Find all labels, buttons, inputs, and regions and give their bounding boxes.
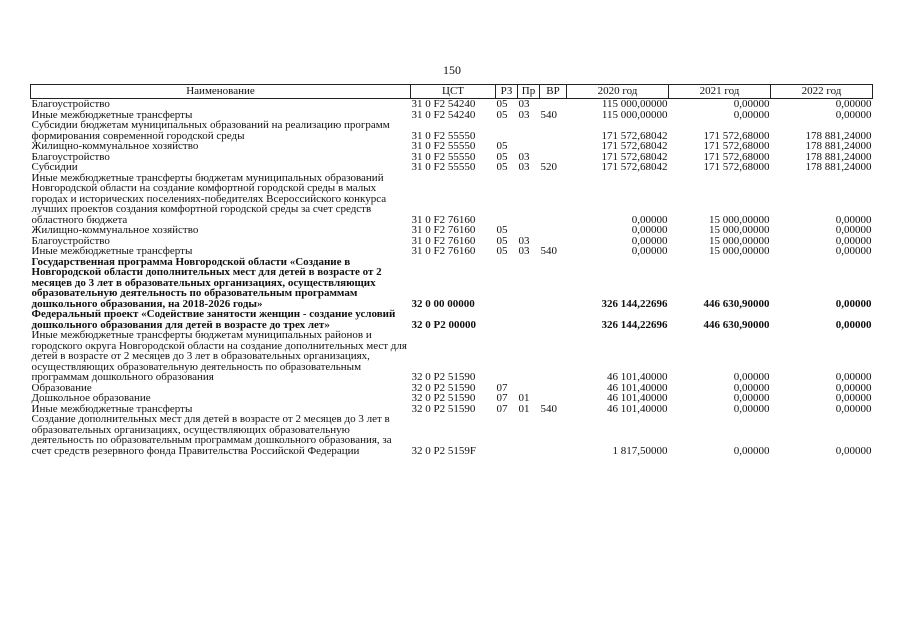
cell-2020: 46 101,40000	[607, 392, 668, 404]
cell-vr	[540, 225, 567, 236]
cell-cst: 32 0 P2 5159F	[411, 444, 476, 457]
cell-2022: 178 881,24000	[805, 140, 872, 152]
table-row	[31, 225, 873, 236]
cell-pr: 03	[518, 98, 530, 110]
cell-pr	[518, 173, 540, 226]
cell-pr	[518, 330, 540, 383]
cell-2022: 0,00000	[835, 392, 872, 404]
cell-2022: 0,00000	[835, 234, 872, 247]
cell-2021: 15 000,00000	[709, 224, 770, 236]
header-2022: 2022 год	[771, 85, 873, 99]
budget-table	[30, 84, 873, 456]
cell-pr: 03	[518, 108, 530, 121]
cell-cst: 32 0 00 00000	[411, 297, 475, 310]
cell-2020: 326 144,22696	[601, 318, 668, 331]
cell-name: Благоустройство	[31, 150, 110, 163]
cell-2021: 446 630,90000	[703, 297, 770, 310]
cell-2022: 0,00000	[835, 371, 872, 383]
cell-rz: 05	[496, 161, 508, 173]
cell-2021: 15 000,00000	[709, 213, 770, 226]
table-row	[31, 99, 873, 110]
cell-rz: 05	[496, 150, 508, 163]
cell-2021: 0,00000	[733, 402, 770, 415]
table-row	[31, 330, 873, 383]
cell-name: Субсидии бюджетам муниципальных образований на реализацию программ формирования современной городской среды	[31, 119, 390, 142]
cell-2021: 0,00000	[733, 444, 770, 457]
cell-pr	[518, 309, 540, 330]
cell-name: Благоустройство	[31, 234, 110, 247]
cell-vr: 540	[540, 245, 557, 257]
cell-rz: 07	[496, 392, 508, 404]
cell-rz	[496, 257, 518, 310]
cell-2020: 1 817,50000	[612, 444, 668, 457]
cell-vr	[540, 99, 567, 110]
cell-2021: 15 000,00000	[709, 234, 770, 247]
cell-vr	[540, 393, 567, 404]
header-vr: ВР	[540, 85, 567, 99]
table-row	[31, 141, 873, 152]
cell-rz: 05	[496, 245, 508, 257]
header-2020: 2020 год	[567, 85, 669, 99]
cell-2020: 171 572,68042	[601, 129, 668, 142]
cell-rz: 05	[496, 224, 508, 236]
cell-2020: 171 572,68042	[601, 161, 668, 173]
cell-pr: 01	[518, 392, 530, 404]
cell-2021: 15 000,00000	[709, 245, 770, 257]
cell-vr: 540	[540, 108, 557, 121]
cell-cst: 31 0 F2 76160	[411, 234, 476, 247]
cell-vr	[540, 173, 567, 226]
cell-2021: 0,00000	[733, 108, 770, 121]
header-2021: 2021 год	[669, 85, 771, 99]
cell-2022: 0,00000	[835, 245, 872, 257]
cell-cst: 31 0 F2 76160	[411, 213, 476, 226]
cell-2022: 0,00000	[835, 444, 872, 457]
cell-vr: 520	[540, 161, 557, 173]
cell-cst: 31 0 F2 54240	[411, 108, 476, 121]
cell-name: Государственная программа Новгородской области «Создание в Новгородской области дополнительных мест для детей в возрасте от 2 месяцев до 3 лет в образовательных организациях, осуществляющих образовательную деятельность по образовательным программам дошкольного образования, на 2018-2026 годы»	[31, 255, 382, 310]
cell-2021: 0,00000	[733, 98, 770, 110]
header-pr: Пр	[518, 85, 540, 99]
cell-vr	[540, 120, 567, 141]
cell-pr: 01	[518, 402, 530, 415]
cell-2021: 0,00000	[733, 392, 770, 404]
cell-cst: 31 0 F2 55550	[411, 129, 476, 142]
header-name: Наименование	[31, 85, 411, 99]
table-header-row	[31, 85, 873, 99]
cell-2021: 446 630,90000	[703, 318, 770, 331]
cell-rz: 05	[496, 98, 508, 110]
cell-rz	[496, 120, 518, 141]
cell-pr: 03	[518, 245, 530, 257]
cell-name: Федеральный проект «Содействие занятости женщин - создание условий дошкольного образования для детей в возрасте до трех лет»	[31, 308, 396, 331]
table-row	[31, 120, 873, 141]
cell-cst: 31 0 F2 76160	[411, 245, 476, 257]
cell-cst: 32 0 P2 51590	[411, 371, 476, 383]
cell-2020: 115 000,00000	[601, 98, 668, 110]
cell-name: Иные межбюджетные трансферты	[31, 108, 193, 121]
cell-name: Создание дополнительных мест для детей в возрасте от 2 месяцев до 3 лет в образовательных организациях, осуществляющих образовательную деятельность по образовательным программам дошкольного образования, за счет средств резервного фонда Правительства Российской Федерации	[31, 413, 392, 457]
cell-2020: 46 101,40000	[607, 381, 668, 394]
cell-rz: 05	[496, 108, 508, 121]
cell-2022: 0,00000	[835, 318, 872, 331]
cell-name: Иные межбюджетные трансферты бюджетам муниципальных районов и городского округа Новгородской области на создание дополнительных мест для детей в возрасте от 2 месяцев до 3 лет в образовательных организациях, осуществляющих образовательную деятельность по образовательным программам дошкольного образования	[31, 329, 407, 383]
cell-2022: 0,00000	[835, 381, 872, 394]
cell-cst: 31 0 F2 76160	[411, 224, 476, 236]
table-row	[31, 414, 873, 456]
cell-pr	[518, 257, 540, 310]
cell-pr: 03	[518, 150, 530, 163]
cell-vr	[540, 257, 567, 310]
cell-rz: 07	[496, 402, 508, 415]
cell-cst: 32 0 P2 51590	[411, 402, 476, 415]
cell-rz	[496, 309, 518, 330]
cell-vr	[540, 141, 567, 152]
cell-pr: 03	[518, 161, 530, 173]
cell-cst: 32 0 P2 00000	[411, 318, 476, 331]
cell-2022: 0,00000	[835, 213, 872, 226]
cell-2022: 0,00000	[835, 297, 872, 310]
cell-vr	[540, 309, 567, 330]
cell-name: Образование	[31, 381, 92, 394]
cell-cst: 32 0 P2 51590	[411, 392, 476, 404]
cell-2022: 0,00000	[835, 224, 872, 236]
cell-2022: 0,00000	[835, 402, 872, 415]
table-row	[31, 162, 873, 173]
cell-2020: 46 101,40000	[607, 371, 668, 383]
cell-2020: 0,00000	[631, 224, 668, 236]
header-cst: ЦСТ	[411, 85, 496, 99]
table-row	[31, 173, 873, 226]
cell-vr	[540, 414, 567, 456]
cell-2021: 171 572,68000	[703, 129, 770, 142]
cell-rz	[496, 173, 518, 226]
cell-name: Жилищно-коммунальное хозяйство	[31, 224, 199, 236]
cell-2020: 0,00000	[631, 213, 668, 226]
cell-2021: 0,00000	[733, 371, 770, 383]
cell-pr	[518, 141, 540, 152]
cell-rz	[496, 414, 518, 456]
table-row	[31, 309, 873, 330]
cell-name: Иные межбюджетные трансферты	[31, 402, 193, 415]
page-number: 150	[443, 63, 461, 77]
cell-pr: 03	[518, 234, 530, 247]
cell-vr	[540, 383, 567, 394]
table-row	[31, 393, 873, 404]
cell-rz: 05	[496, 140, 508, 152]
cell-2020: 171 572,68042	[601, 150, 668, 163]
cell-name: Жилищно-коммунальное хозяйство	[31, 140, 199, 152]
cell-vr: 540	[540, 402, 557, 415]
cell-pr	[518, 225, 540, 236]
cell-rz: 05	[496, 234, 508, 247]
cell-2020: 171 572,68042	[601, 140, 668, 152]
cell-cst: 31 0 F2 55550	[411, 161, 476, 173]
cell-2021: 171 572,68000	[703, 161, 770, 173]
cell-2022: 178 881,24000	[805, 161, 872, 173]
cell-2020: 115 000,00000	[601, 108, 668, 121]
cell-2020: 0,00000	[631, 234, 668, 247]
table-row	[31, 257, 873, 310]
cell-2022: 178 881,24000	[805, 150, 872, 163]
cell-name: Иные межбюджетные трансферты	[31, 245, 193, 257]
cell-2021: 0,00000	[733, 381, 770, 394]
cell-2020: 326 144,22696	[601, 297, 668, 310]
cell-name: Дошкольное образование	[31, 392, 151, 404]
cell-vr	[540, 330, 567, 383]
cell-name: Субсидии	[31, 161, 78, 173]
table-body	[31, 99, 873, 457]
cell-cst: 32 0 P2 51590	[411, 381, 476, 394]
cell-rz: 07	[496, 381, 508, 394]
cell-2021: 171 572,68000	[703, 150, 770, 163]
cell-2020: 0,00000	[631, 245, 668, 257]
cell-cst: 31 0 F2 54240	[411, 98, 476, 110]
cell-pr	[518, 120, 540, 141]
cell-cst: 31 0 F2 55550	[411, 140, 476, 152]
header-rz: РЗ	[496, 85, 518, 99]
cell-2020: 46 101,40000	[607, 402, 668, 415]
cell-2022: 0,00000	[835, 108, 872, 121]
cell-name: Иные межбюджетные трансферты бюджетам муниципальных образований Новгородской области на создание комфортной городской среды в малых городах и исторических поселениях-победителях Всероссийского конкурса лучших проектов создания комфортной городской среды за счет средств областного бюджета	[31, 171, 387, 226]
table-row	[31, 246, 873, 257]
cell-name: Благоустройство	[31, 98, 110, 110]
cell-pr	[518, 414, 540, 456]
cell-2021: 171 572,68000	[703, 140, 770, 152]
cell-2022: 0,00000	[835, 98, 872, 110]
cell-rz	[496, 330, 518, 383]
cell-cst: 31 0 F2 55550	[411, 150, 476, 163]
cell-2022: 178 881,24000	[805, 129, 872, 142]
